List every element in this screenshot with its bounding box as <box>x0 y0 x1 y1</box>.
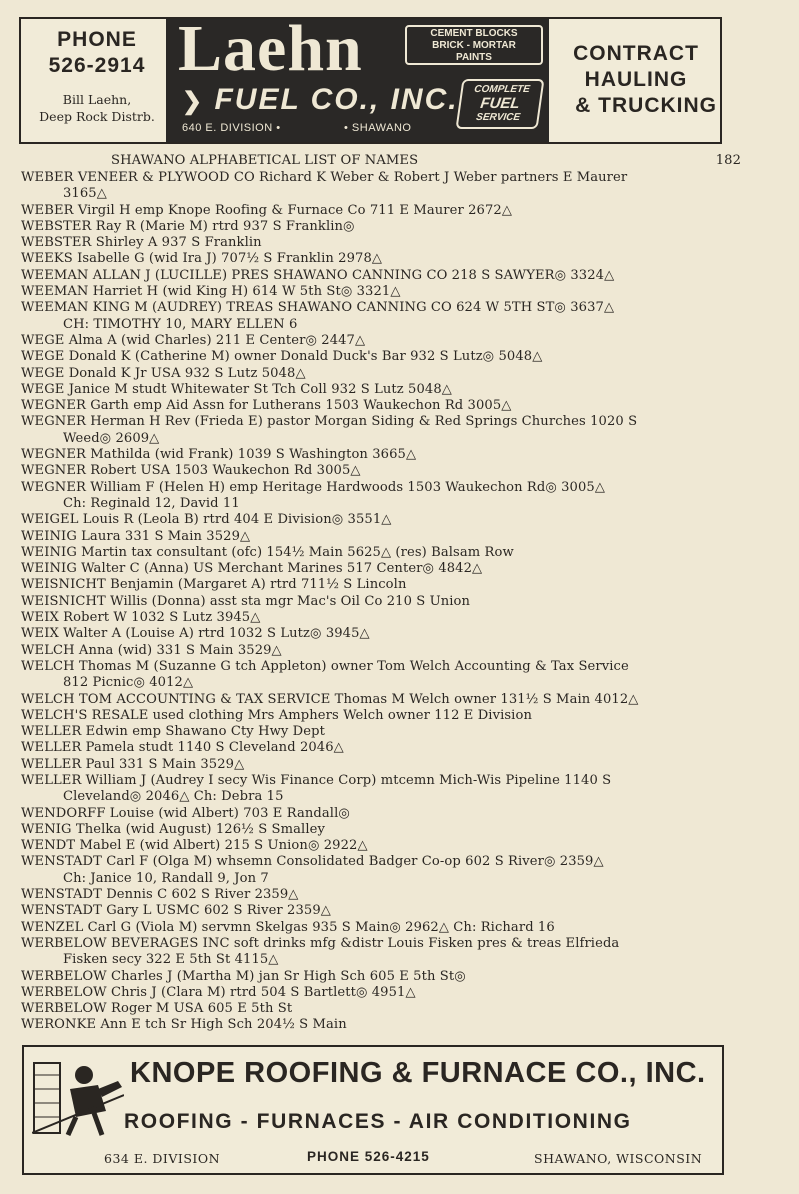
bottom-ad-services: ROOFING - FURNACES - AIR CONDITIONING <box>124 1110 632 1133</box>
tagline-line: BRICK - MORTAR <box>432 40 516 51</box>
directory-entry <box>21 594 721 610</box>
service-line: CONTRACT <box>573 42 699 65</box>
directory-entry <box>21 887 721 903</box>
service-line: & TRUCKING <box>575 94 717 117</box>
directory-entry <box>21 1017 721 1033</box>
entry-text: WEGNER Garth emp Aid Assn for Lutherans 1503 Waukechon Rd 3005△ <box>21 398 512 414</box>
bottom-ad-city: SHAWANO, WISCONSIN <box>534 1151 703 1166</box>
directory-entry <box>21 219 721 235</box>
directory-entry <box>21 414 721 447</box>
brand-name: Laehn <box>178 12 363 85</box>
directory-entry <box>21 268 721 284</box>
entry-text: WELLER Paul 331 S Main 3529△ <box>21 756 245 772</box>
entry-text: WERONKE Ann E tch Sr High Sch 204½ S Main <box>21 1017 347 1033</box>
entry-text: WEBER VENEER & PLYWOOD CO Richard K Weber & Robert J Weber partners E Maurer <box>21 170 628 185</box>
entry-text: WEEMAN ALLAN J (LUCILLE) PRES SHAWANO CANNING CO 218 S SAWYER◎ 3324△ <box>21 267 615 283</box>
owner-name: Bill Laehn, <box>62 92 132 107</box>
entry-text: WEISNICHT Benjamin (Margaret A) rtrd 711½ S Lincoln <box>21 577 407 593</box>
directory-entry <box>21 1001 721 1017</box>
directory-entry <box>21 985 721 1001</box>
directory-entry <box>21 545 721 561</box>
entry-text: WELCH Thomas M (Suzanne G tch Appleton) owner Tom Welch Accounting & Tax Service <box>21 658 629 674</box>
entry-continuation: Weed◎ 2609△ <box>63 430 160 446</box>
entry-text: WEINIG Martin tax consultant (ofc) 154½ Main 5625△ (res) Balsam Row <box>21 544 514 560</box>
directory-entry <box>21 936 721 969</box>
directory-entry <box>21 577 721 593</box>
directory-entry <box>21 463 721 479</box>
entry-text: WENSTADT Carl F (Olga M) whsemn Consolidated Badger Co-op 602 S River◎ 2359△ <box>21 854 604 870</box>
directory-entry <box>21 170 721 203</box>
directory-entry <box>21 903 721 919</box>
directory-entry <box>21 969 721 985</box>
tagline-line: CEMENT BLOCKS <box>430 28 518 39</box>
service-line: HAULING <box>584 68 688 91</box>
entry-text: WEGE Janice M studt Whitewater St Tch Coll 932 S Lutz 5048△ <box>21 381 452 397</box>
directory-entry <box>21 838 721 854</box>
directory-entry <box>21 610 721 626</box>
entry-continuation: Ch: Reginald 12, David 11 <box>63 495 240 511</box>
page-title: SHAWANO ALPHABETICAL LIST OF NAMES <box>111 153 419 168</box>
entry-text: WEGNER William F (Helen H) emp Heritage Hardwoods 1503 Waukechon Rd◎ 3005△ <box>21 479 605 495</box>
bottom-ad-address: 634 E. DIVISION <box>104 1151 221 1166</box>
complete-fuel-service-badge: COMPLETE FUEL SERVICE <box>455 79 544 129</box>
roofer-worker-illustration <box>32 1055 124 1137</box>
bottom-ad-title: KNOPE ROOFING & FURNACE CO., INC. <box>130 1057 706 1089</box>
page-number: 182 <box>715 153 741 168</box>
entry-text: WEGNER Robert USA 1503 Waukechon Rd 3005△ <box>21 463 361 479</box>
directory-entry <box>21 251 721 267</box>
entry-text: WERBELOW Charles J (Martha M) jan Sr High Sch 605 E 5th St◎ <box>21 968 466 984</box>
entry-text: WEGNER Herman H Rev (Frieda E) pastor Morgan Siding & Red Springs Churches 1020 S <box>21 414 638 430</box>
entry-text: WENSTADT Dennis C 602 S River 2359△ <box>21 887 299 903</box>
directory-entry <box>21 920 721 936</box>
entry-list <box>21 170 721 1034</box>
directory-entry <box>21 854 721 887</box>
directory-entry <box>21 349 721 365</box>
entry-text: WEGE Alma A (wid Charles) 211 E Center◎ 2447△ <box>21 332 366 348</box>
directory-entry <box>21 773 721 806</box>
chevron-right-icon: ❯ <box>182 88 205 115</box>
entry-text: WEINIG Walter C (Anna) US Merchant Marines 517 Center◎ 4842△ <box>21 561 483 577</box>
entry-text: WELLER Pamela studt 1140 S Cleveland 2046△ <box>21 740 344 756</box>
entry-text: WEEMAN Harriet H (wid King H) 614 W 5th St◎ 3321△ <box>21 284 401 300</box>
ad-address: 640 E. DIVISION • <box>182 122 281 134</box>
laehn-fuel-advertisement <box>19 12 722 144</box>
entry-text: WEGE Donald K Jr USA 932 S Lutz 5048△ <box>21 365 306 381</box>
directory-entry <box>21 300 721 333</box>
owner-title: Deep Rock Distrb. <box>39 109 155 124</box>
entry-text: WENDT Mabel E (wid Albert) 215 S Union◎ 2922△ <box>21 838 368 854</box>
directory-entry <box>21 643 721 659</box>
entry-text: WEIGEL Louis R (Leola B) rtrd 404 E Division◎ 3551△ <box>21 512 392 528</box>
entry-continuation: Fisken secy 322 E 5th St 4115△ <box>63 952 279 968</box>
directory-entry <box>21 480 721 513</box>
directory-entry <box>21 561 721 577</box>
entry-text: WEEKS Isabelle G (wid Ira J) 707½ S Franklin 2978△ <box>21 251 383 267</box>
entry-text: WENSTADT Gary L USMC 602 S River 2359△ <box>21 903 331 919</box>
entry-text: WENDORFF Louise (wid Albert) 703 E Randall◎ <box>21 805 350 821</box>
directory-entry <box>21 724 721 740</box>
tagline-box <box>405 25 543 65</box>
directory-entry <box>21 692 721 708</box>
entry-continuation: 3165△ <box>63 186 107 202</box>
directory-entry <box>21 512 721 528</box>
directory-entry <box>21 284 721 300</box>
name-directory <box>21 153 741 1034</box>
entry-text: WENZEL Carl G (Viola M) servmn Skelgas 935 S Main◎ 2962△ Ch: Richard 16 <box>21 919 555 935</box>
directory-entry <box>21 822 721 838</box>
entry-text: WEIX Walter A (Louise A) rtrd 1032 S Lutz◎ 3945△ <box>21 626 370 642</box>
directory-entry <box>21 398 721 414</box>
entry-text: WEBSTER Ray R (Marie M) rtrd 937 S Franklin◎ <box>21 218 355 234</box>
directory-entry <box>21 757 721 773</box>
entry-continuation: CH: TIMOTHY 10, MARY ELLEN 6 <box>63 316 298 332</box>
entry-text: WELCH TOM ACCOUNTING & TAX SERVICE Thomas M Welch owner 131½ S Main 4012△ <box>21 691 639 707</box>
entry-continuation: Ch: Janice 10, Randall 9, Jon 7 <box>63 870 269 886</box>
entry-continuation: 812 Picnic◎ 4012△ <box>63 675 194 691</box>
directory-entry <box>21 366 721 382</box>
directory-entry <box>21 333 721 349</box>
directory-entry <box>21 740 721 756</box>
entry-text: WERBELOW Chris J (Clara M) rtrd 504 S Bartlett◎ 4951△ <box>21 984 416 1000</box>
bottom-ad-phone: PHONE 526-4215 <box>307 1149 430 1164</box>
directory-entry <box>21 382 721 398</box>
entry-text: WELCH'S RESALE used clothing Mrs Amphers Welch owner 112 E Division <box>21 707 532 723</box>
phone-number: 526-2914 <box>48 54 146 77</box>
company-name-text: FUEL CO., INC. <box>214 83 459 116</box>
knope-roofing-advertisement <box>22 1045 724 1175</box>
page-header <box>21 153 741 170</box>
ad-contact-block <box>27 27 167 125</box>
brand-panel <box>166 12 549 142</box>
directory-entry <box>21 203 721 219</box>
phone-label: PHONE <box>57 28 137 51</box>
directory-entry <box>21 659 721 692</box>
entry-text: WERBELOW BEVERAGES INC soft drinks mfg &distr Louis Fisken pres & treas Elfrieda <box>21 935 620 951</box>
directory-entry <box>21 529 721 545</box>
entry-text: WEBER Virgil H emp Knope Roofing & Furnace Co 711 E Maurer 2672△ <box>21 202 513 218</box>
entry-text: WEEMAN KING M (AUDREY) TREAS SHAWANO CANNING CO 624 W 5TH ST◎ 3637△ <box>21 300 615 316</box>
entry-text: WEISNICHT Willis (Donna) asst sta mgr Mac's Oil Co 210 S Union <box>21 593 471 609</box>
directory-entry <box>21 447 721 463</box>
entry-text: WEBSTER Shirley A 937 S Franklin <box>21 235 262 251</box>
directory-entry <box>21 806 721 822</box>
directory-entry <box>21 708 721 724</box>
company-name <box>182 83 459 117</box>
entry-text: WELLER William J (Audrey I secy Wis Finance Corp) mtcemn Mich-Wis Pipeline 1140 S <box>21 772 612 788</box>
tagline-line: PAINTS <box>456 52 492 63</box>
entry-text: WEIX Robert W 1032 S Lutz 3945△ <box>21 610 261 626</box>
entry-text: WERBELOW Roger M USA 605 E 5th St <box>21 1001 293 1017</box>
entry-continuation: Cleveland◎ 2046△ Ch: Debra 15 <box>63 789 284 805</box>
entry-text: WEGNER Mathilda (wid Frank) 1039 S Washington 3665△ <box>21 447 417 463</box>
entry-text: WEGE Donald K (Catherine M) owner Donald Duck's Bar 932 S Lutz◎ 5048△ <box>21 349 543 365</box>
directory-entry <box>21 235 721 251</box>
entry-text: WELLER Edwin emp Shawano Cty Hwy Dept <box>21 724 325 740</box>
ad-city: • SHAWANO <box>344 122 412 134</box>
services-block <box>551 41 721 119</box>
entry-text: WELCH Anna (wid) 331 S Main 3529△ <box>21 642 282 658</box>
entry-text: WEINIG Laura 331 S Main 3529△ <box>21 528 251 544</box>
directory-entry <box>21 626 721 642</box>
entry-text: WENIG Thelka (wid August) 126½ S Smalley <box>21 821 325 837</box>
